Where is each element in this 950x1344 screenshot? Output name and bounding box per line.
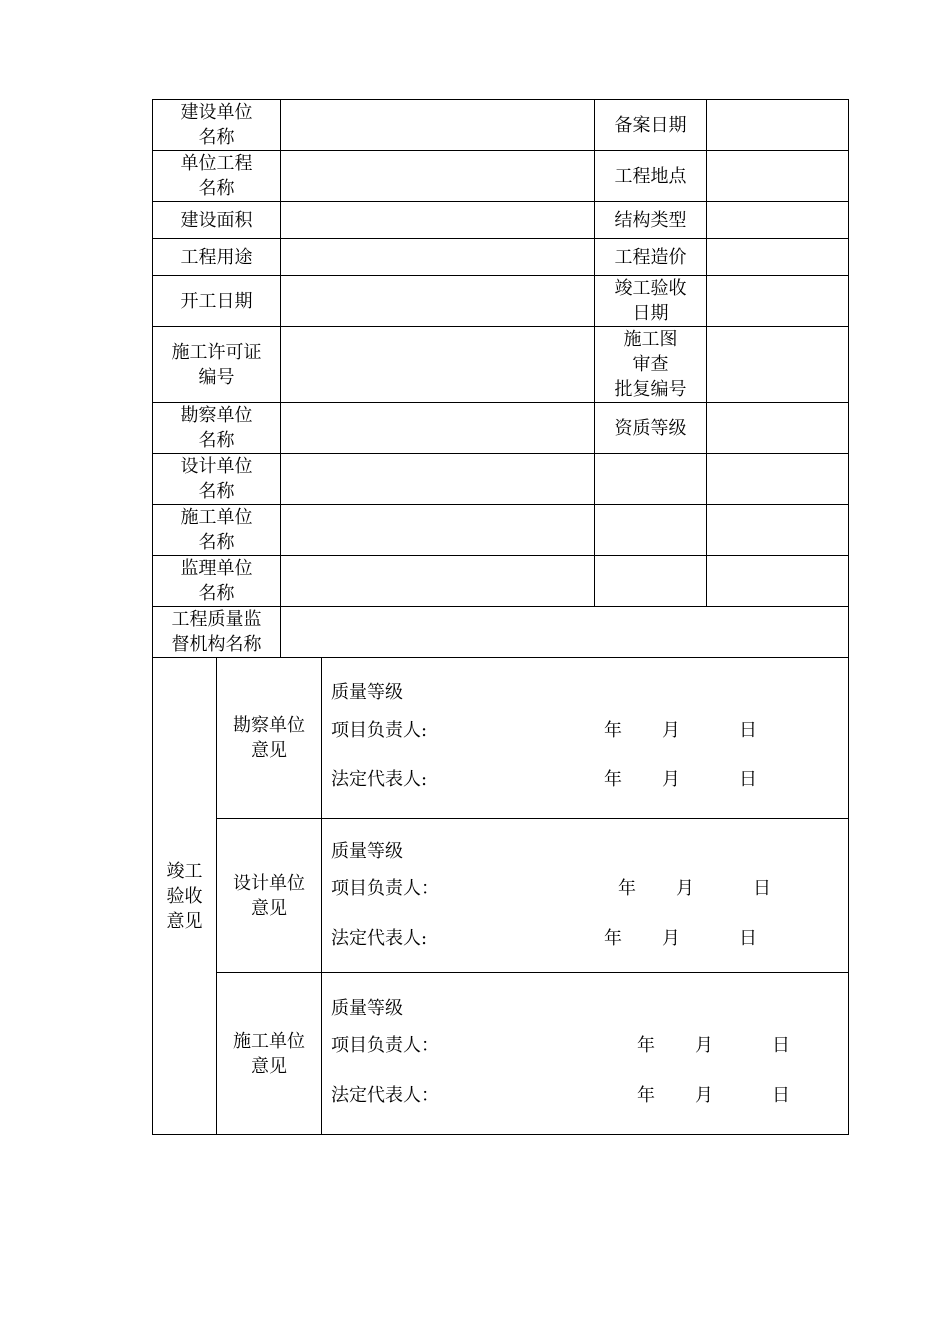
value-supervision-unit[interactable] <box>281 556 595 607</box>
row-supervision-unit <box>153 556 849 607</box>
value-construction-company-extra-2[interactable] <box>707 505 849 556</box>
survey-manager-year: 年 <box>604 720 622 741</box>
row-project-purpose <box>153 239 849 276</box>
label-qualification-level: 资质等级 <box>595 403 707 454</box>
construction-manager-year: 年 <box>637 1035 655 1056</box>
value-project-purpose[interactable] <box>281 239 595 276</box>
construction-legal-rep: 法定代表人： <box>331 1085 439 1106</box>
survey-manager-day: 日 <box>739 720 757 741</box>
row-construction-company <box>153 505 849 556</box>
label-completion-acceptance-opinion: 竣工验收意见 <box>153 658 217 1135</box>
value-qualification-level[interactable] <box>707 403 849 454</box>
design-legal-year: 年 <box>604 928 622 949</box>
construction-opinion-block[interactable] <box>322 973 849 1135</box>
design-project-manager: 项目负责人： <box>331 878 439 899</box>
survey-legal-year: 年 <box>604 769 622 790</box>
survey-quality-level: 质量等级 <box>331 682 403 703</box>
value-construction-unit[interactable] <box>281 100 595 151</box>
construction-project-manager: 项目负责人： <box>331 1035 439 1056</box>
label-quality-supervision: 工程质量监督机构名称 <box>153 607 281 658</box>
value-project-location[interactable] <box>707 151 849 202</box>
label-project-cost: 工程造价 <box>595 239 707 276</box>
value-drawing-review-number[interactable] <box>707 327 849 403</box>
project-completion-form <box>152 99 849 1135</box>
value-permit-number[interactable] <box>281 327 595 403</box>
row-design-unit <box>153 454 849 505</box>
value-construction-company[interactable] <box>281 505 595 556</box>
row-start-date <box>153 276 849 327</box>
label-survey-opinion: 勘察单位意见 <box>217 658 322 819</box>
value-filing-date[interactable] <box>707 100 849 151</box>
row-permit-number <box>153 327 849 403</box>
design-manager-year: 年 <box>618 878 636 899</box>
label-start-date: 开工日期 <box>153 276 281 327</box>
construction-legal-year: 年 <box>637 1085 655 1106</box>
row-construction-opinion <box>153 973 849 1135</box>
label-construction-company: 施工单位名称 <box>153 505 281 556</box>
label-drawing-review-number: 施工图 审查 批复编号 <box>595 327 707 403</box>
value-design-unit-extra-1[interactable] <box>595 454 707 505</box>
construction-legal-month: 月 <box>695 1085 713 1106</box>
value-completion-acceptance-date[interactable] <box>707 276 849 327</box>
label-construction-area: 建设面积 <box>153 202 281 239</box>
label-unit-project: 单位工程名称 <box>153 151 281 202</box>
survey-opinion-block[interactable] <box>322 658 849 819</box>
value-supervision-unit-extra-1[interactable] <box>595 556 707 607</box>
design-manager-month: 月 <box>676 878 694 899</box>
design-quality-level: 质量等级 <box>331 841 403 862</box>
label-supervision-unit: 监理单位名称 <box>153 556 281 607</box>
value-quality-supervision[interactable] <box>281 607 849 658</box>
row-design-opinion <box>153 819 849 973</box>
value-design-unit-extra-2[interactable] <box>707 454 849 505</box>
construction-manager-day: 日 <box>772 1035 790 1056</box>
value-unit-project[interactable] <box>281 151 595 202</box>
label-structure-type: 结构类型 <box>595 202 707 239</box>
survey-legal-month: 月 <box>662 769 680 790</box>
label-construction-unit: 建设单位名称 <box>153 100 281 151</box>
row-construction-area <box>153 202 849 239</box>
label-permit-number: 施工许可证编号 <box>153 327 281 403</box>
row-construction-unit <box>153 100 849 151</box>
label-construction-opinion: 施工单位意见 <box>217 973 322 1135</box>
survey-manager-month: 月 <box>662 720 680 741</box>
design-legal-day: 日 <box>739 928 757 949</box>
label-completion-acceptance-date: 竣工验收日期 <box>595 276 707 327</box>
value-structure-type[interactable] <box>707 202 849 239</box>
value-construction-area[interactable] <box>281 202 595 239</box>
value-start-date[interactable] <box>281 276 595 327</box>
row-survey-opinion <box>153 658 849 819</box>
design-opinion-block[interactable] <box>322 819 849 973</box>
row-survey-unit <box>153 403 849 454</box>
design-manager-day: 日 <box>753 878 771 899</box>
label-design-opinion: 设计单位意见 <box>217 819 322 973</box>
row-quality-supervision <box>153 607 849 658</box>
survey-project-manager: 项目负责人: <box>331 720 428 741</box>
design-legal-rep: 法定代表人: <box>331 928 428 949</box>
label-design-unit: 设计单位名称 <box>153 454 281 505</box>
survey-legal-rep: 法定代表人: <box>331 769 428 790</box>
label-filing-date: 备案日期 <box>595 100 707 151</box>
value-project-cost[interactable] <box>707 239 849 276</box>
construction-quality-level: 质量等级 <box>331 998 403 1019</box>
value-design-unit[interactable] <box>281 454 595 505</box>
label-project-purpose: 工程用途 <box>153 239 281 276</box>
row-unit-project <box>153 151 849 202</box>
value-construction-company-extra-1[interactable] <box>595 505 707 556</box>
construction-manager-month: 月 <box>695 1035 713 1056</box>
label-project-location: 工程地点 <box>595 151 707 202</box>
label-survey-unit: 勘察单位名称 <box>153 403 281 454</box>
construction-legal-day: 日 <box>772 1085 790 1106</box>
value-supervision-unit-extra-2[interactable] <box>707 556 849 607</box>
survey-legal-day: 日 <box>739 769 757 790</box>
design-legal-month: 月 <box>662 928 680 949</box>
value-survey-unit[interactable] <box>281 403 595 454</box>
